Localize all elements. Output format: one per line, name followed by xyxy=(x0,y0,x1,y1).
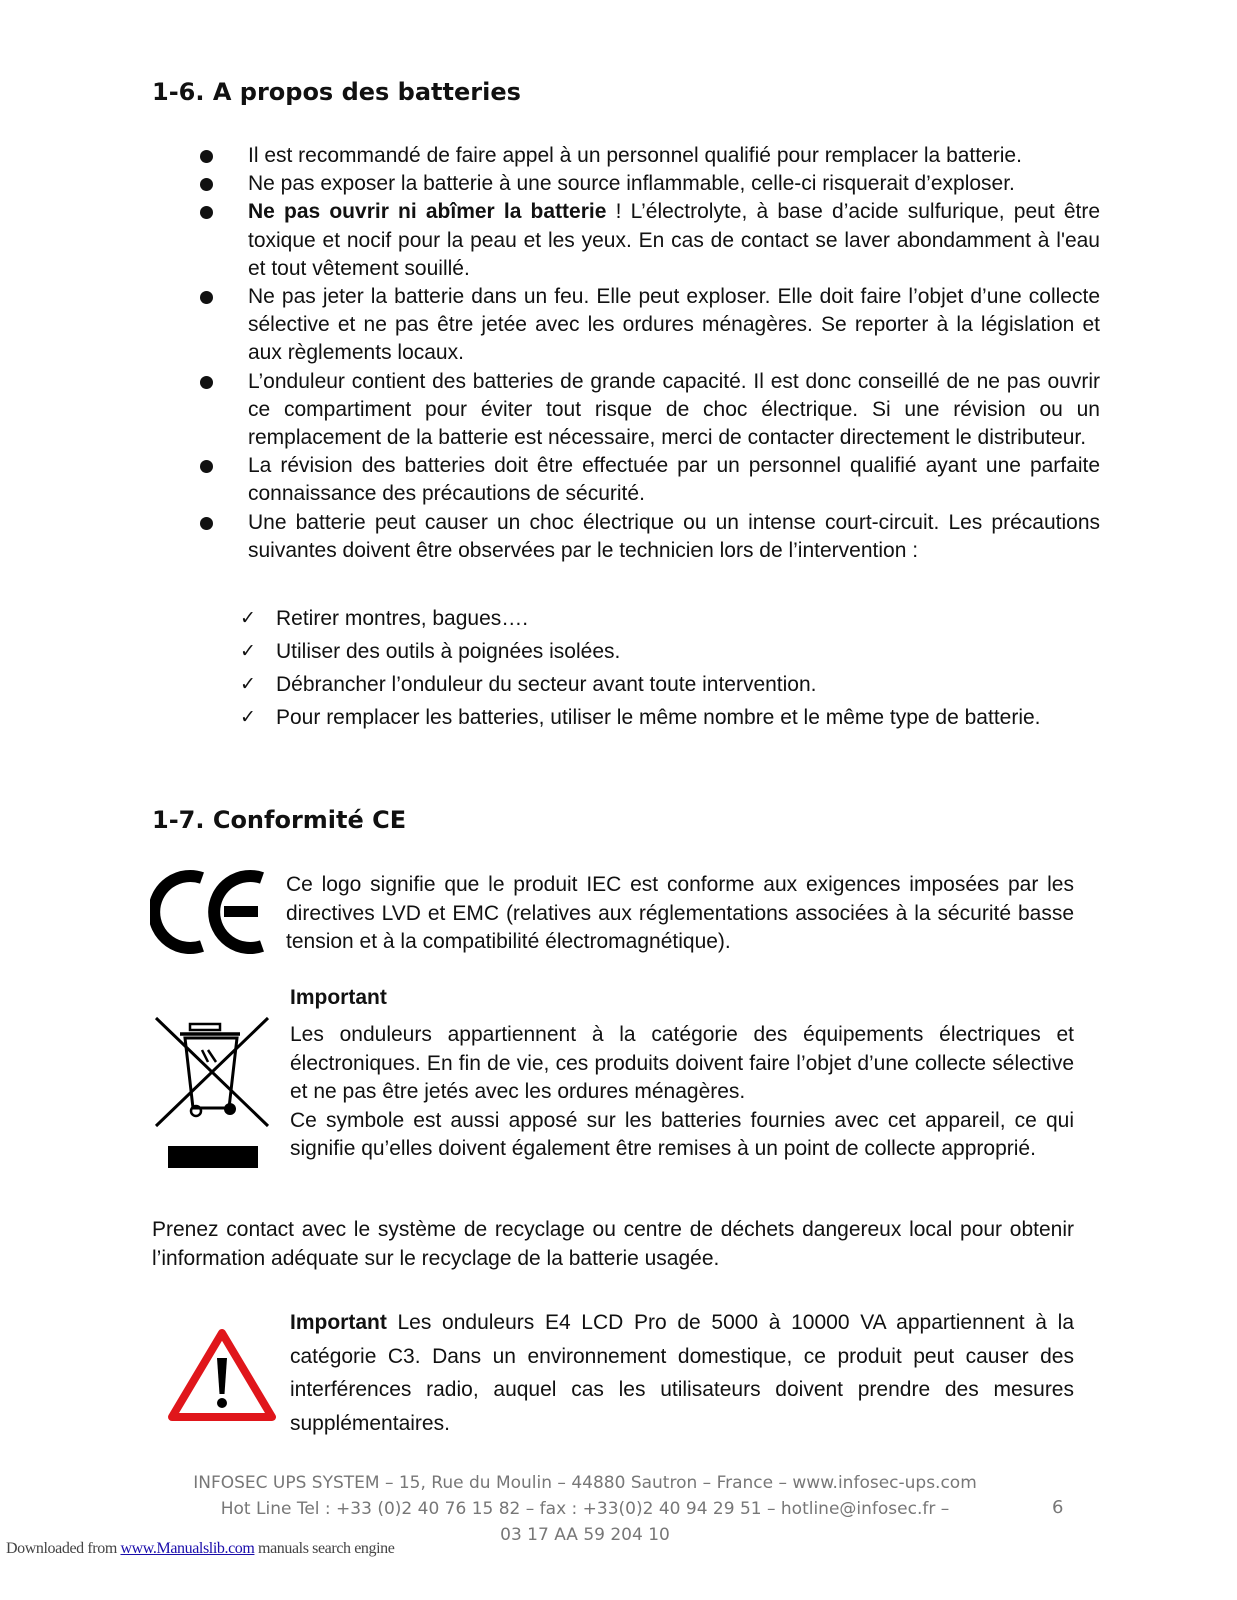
page-number: 6 xyxy=(1052,1497,1064,1518)
bullet-icon xyxy=(200,291,213,304)
bullet-icon xyxy=(200,460,213,473)
battery-bullet-list xyxy=(200,142,1100,565)
warning-text: Important Les onduleurs E4 LCD Pro de 5000 à 10000 VA appartiennent à la catégorie C3. Dans un environnement domestique, ce produit peut causer des interférences radio, auquel cas les utilisateurs doivent prendre des mesures supplémentaires. xyxy=(290,1311,1074,1435)
checkmark-icon: ✓ xyxy=(240,674,256,695)
page-footer xyxy=(150,1470,1020,1548)
warning-triangle-icon xyxy=(168,1328,276,1422)
crossed-bin-icon xyxy=(150,1010,274,1175)
ce-description: Ce logo signifie que le produit IEC est conforme aux exigences imposées par les directives LVD et EMC (relatives aux réglementations associées à la sécurité basse tension et à la compatibilité électromagnétique). xyxy=(286,873,1074,953)
checkmark-icon: ✓ xyxy=(240,641,256,662)
list-item: ✓ Débrancher l’onduleur du secteur avant toute intervention. xyxy=(240,668,1100,701)
section-title-batteries: 1-6. A propos des batteries xyxy=(152,78,521,106)
bullet-icon xyxy=(200,517,213,530)
footer-reference: 03 17 AA 59 204 10 xyxy=(500,1525,670,1545)
bold-warning: Ne pas ouvrir ni abîmer la batterie xyxy=(248,200,607,224)
ce-logo-icon xyxy=(150,868,268,956)
list-item: ✓ Pour remplacer les batteries, utiliser le même nombre et le même type de batterie. xyxy=(240,701,1100,734)
precaution-check-list xyxy=(240,602,1100,734)
section-title-ce: 1-7. Conformité CE xyxy=(152,806,407,834)
bullet-icon xyxy=(200,178,213,191)
weee-heading: Important xyxy=(290,986,387,1009)
footer-contact: Hot Line Tel : +33 (0)2 40 76 15 82 – fax : +33(0)2 40 94 29 51 – hotline@infosec.fr – xyxy=(220,1499,950,1519)
list-item: ✓ Utiliser des outils à poignées isolées. xyxy=(240,635,1100,668)
bullet-icon xyxy=(200,150,213,163)
list-item: Il est recommandé de faire appel à un personnel qualifié pour remplacer la batterie. xyxy=(200,142,1100,170)
list-item: Une batterie peut causer un choc électrique ou un intense court-circuit. Les précautions suivantes doivent être observées par le technicien lors de l’intervention : xyxy=(200,509,1100,565)
list-item: Ne pas jeter la batterie dans un feu. Elle peut exploser. Elle doit faire l’objet d’une collecte sélective et ne pas être jetée avec les ordures ménagères. Se reporter à la législation et aux règlements locaux. xyxy=(200,283,1100,368)
checkmark-icon: ✓ xyxy=(240,608,256,629)
list-item: L’onduleur contient des batteries de grande capacité. Il est donc conseillé de ne pas ouvrir ce compartiment pour éviter tout risque de choc électrique. Si une révision ou un remplacement de la batterie est nécessaire, merci de contacter directement le distributeur. xyxy=(200,368,1100,453)
weee-text: Les onduleurs appartiennent à la catégorie des équipements électriques et électroniques. En fin de vie, ces produits doivent faire l’objet d’une collecte sélective et ne pas être jetés avec les ordures ménagères. Ce symbole est aussi apposé sur les batteries fournies avec cet appareil, ce qui signifie qu’elles doivent également être remises à un point de collecte approprié. xyxy=(290,1023,1074,1160)
list-item: Ne pas exposer la batterie à une source inflammable, celle-ci risquerait d’exploser. xyxy=(200,170,1100,198)
list-item: Ne pas ouvrir ni abîmer la batterie ! L’électrolyte, à base d’acide sulfurique, peut être toxique et nocif pour la peau et les yeux. En cas de contact se laver abondamment à l'eau et tout vêtement souillé. xyxy=(200,198,1100,283)
download-watermark: Downloaded from www.Manualslib.com manuals search engine xyxy=(6,1540,395,1557)
bullet-icon xyxy=(200,206,213,219)
footer-address: INFOSEC UPS SYSTEM – 15, Rue du Moulin – 44880 Sautron – France – www.infosec-ups.com xyxy=(193,1473,977,1493)
list-item: La révision des batteries doit être effectuée par un personnel qualifié ayant une parfaite connaissance des précautions de sécurité. xyxy=(200,452,1100,508)
checkmark-icon: ✓ xyxy=(240,707,256,728)
manualslib-link[interactable]: www.Manualslib.com xyxy=(120,1540,255,1557)
bullet-icon xyxy=(200,376,213,389)
recycle-text: Prenez contact avec le système de recyclage ou centre de déchets dangereux local pour obtenir l’information adéquate sur le recyclage de la batterie usagée. xyxy=(152,1218,1074,1270)
list-item: ✓ Retirer montres, bagues…. xyxy=(240,602,1100,635)
